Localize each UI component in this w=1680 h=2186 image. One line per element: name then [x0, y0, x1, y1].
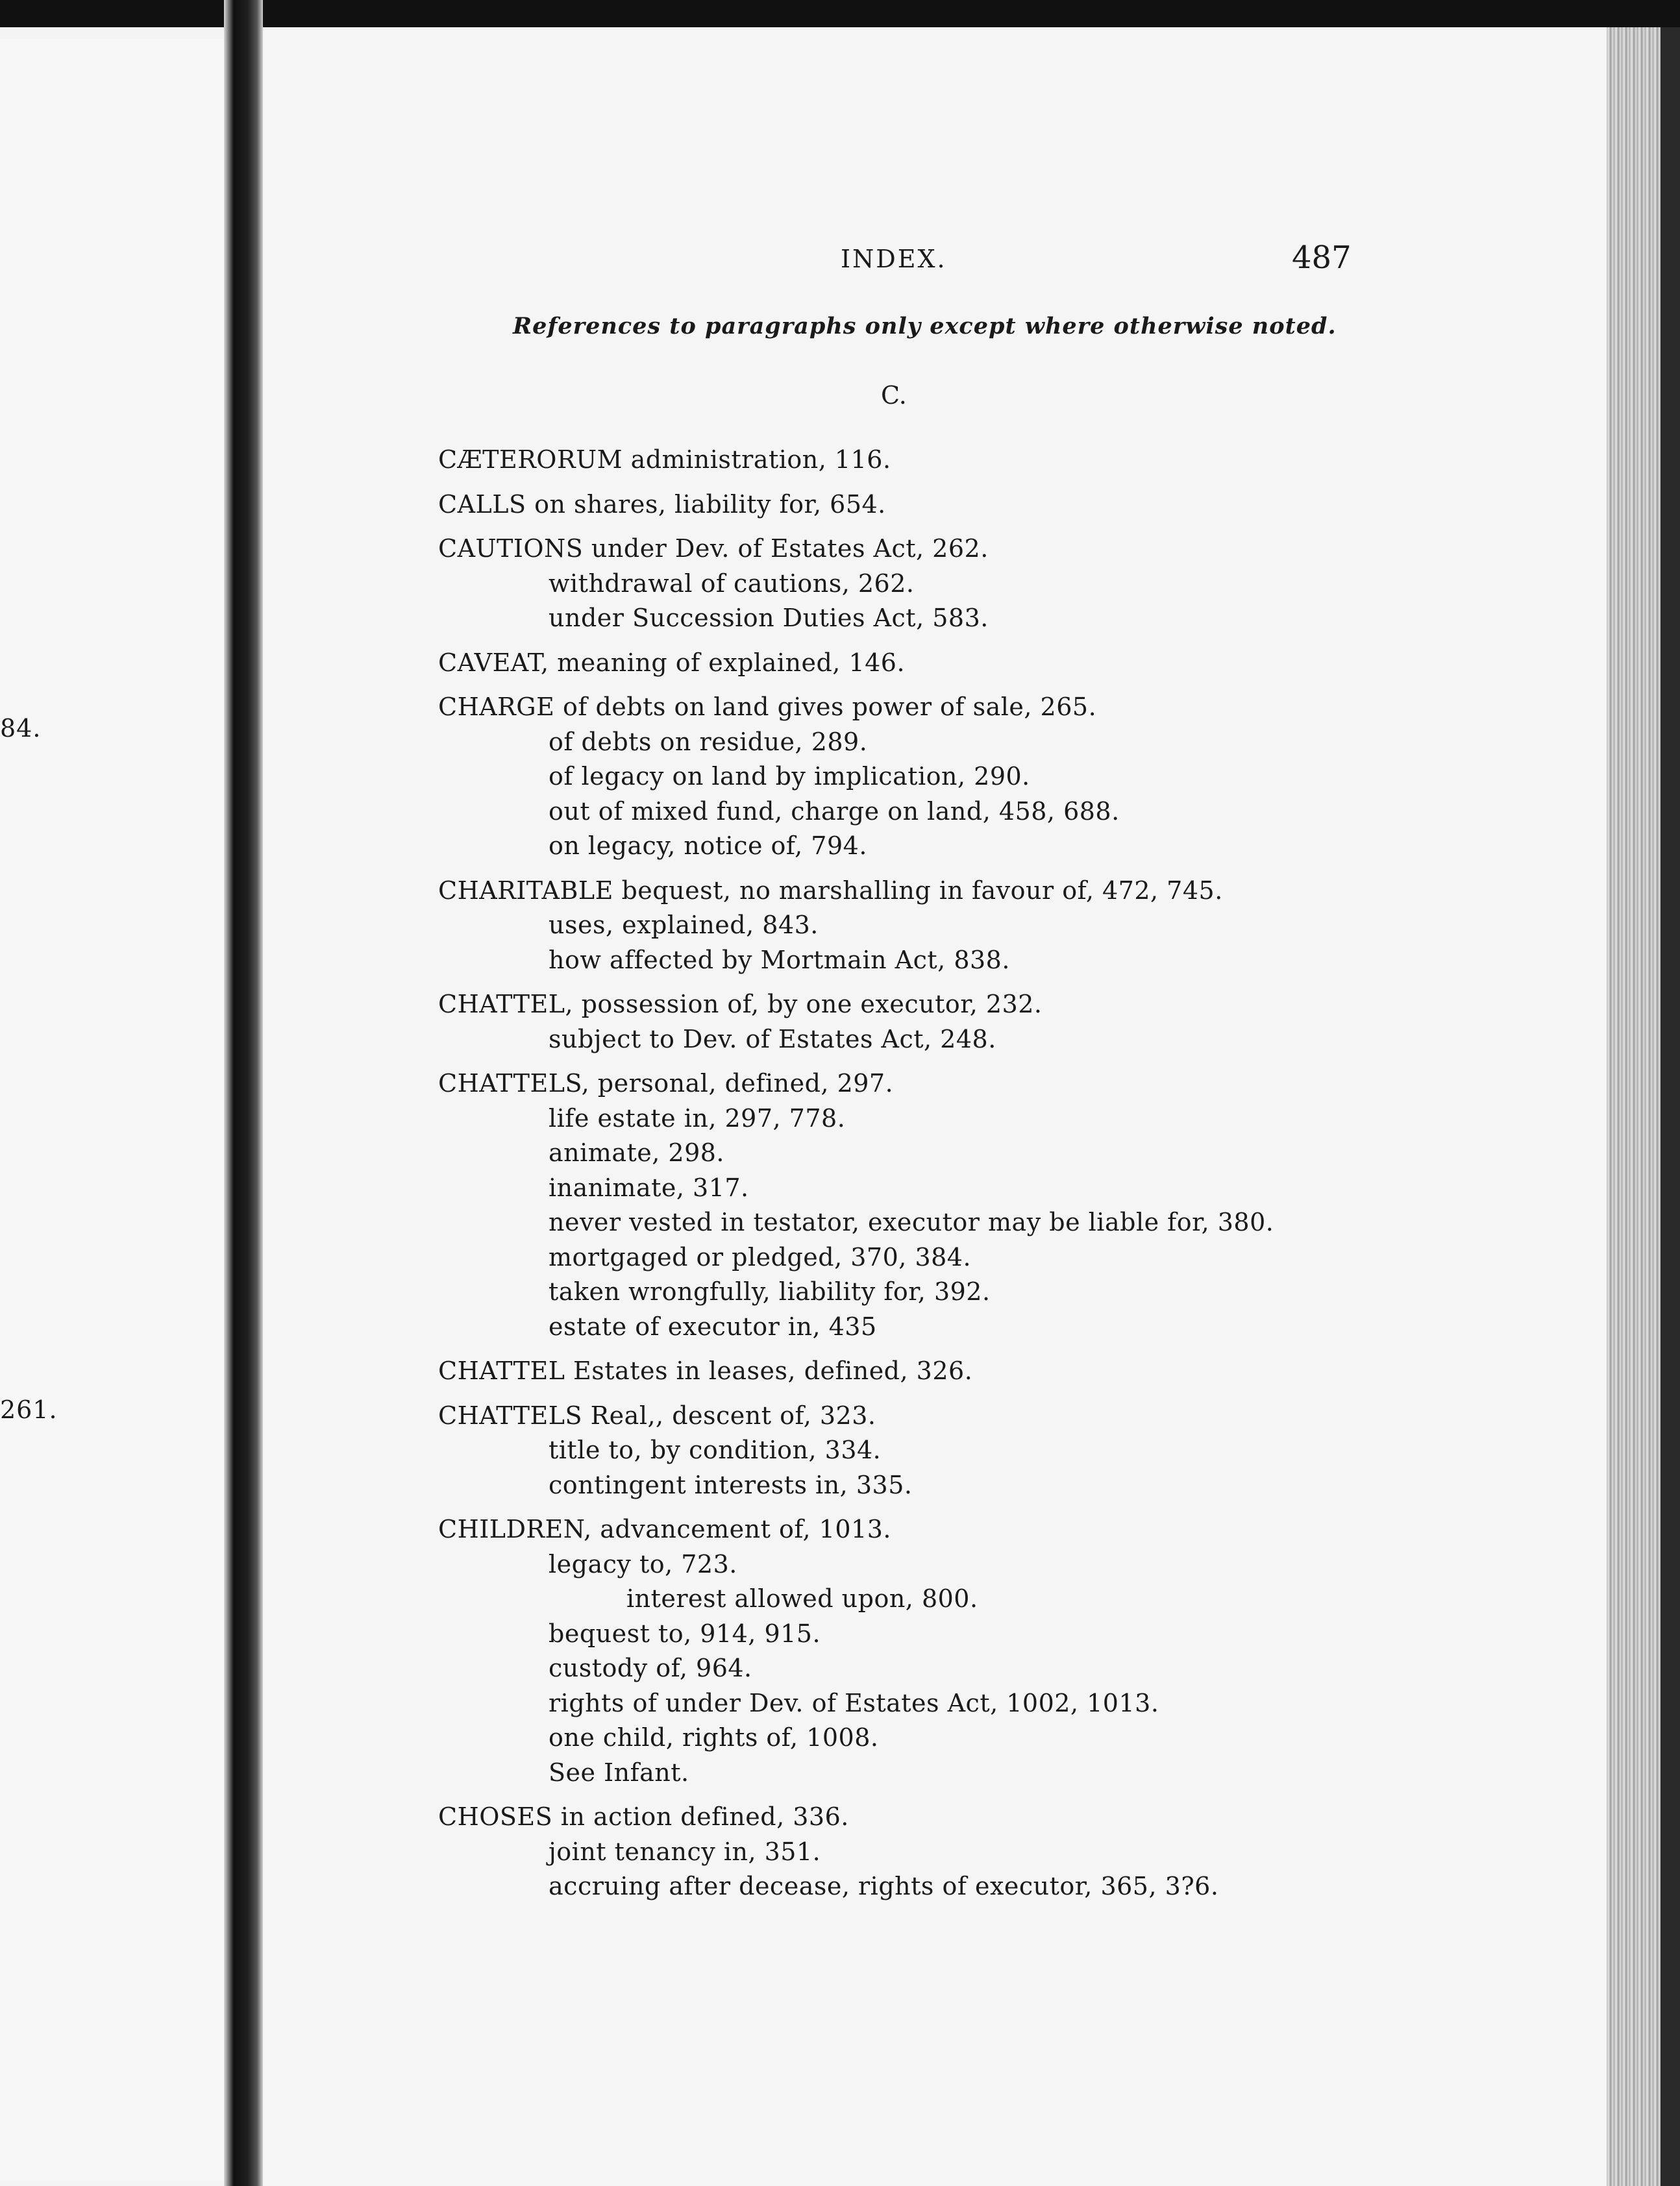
index-subentry: See Infant.: [549, 1758, 689, 1787]
index-subentry: inanimate, 317.: [549, 1173, 749, 1202]
index-subentry: under Succession Duties Act, 583.: [549, 604, 989, 632]
index-heading-term: CHATTEL: [438, 990, 565, 1018]
index-subentry: subject to Dev. of Estates Act, 248.: [549, 1024, 996, 1053]
index-entry-main-line: [438, 532, 1594, 567]
index-entry: [438, 1399, 1594, 1503]
index-heading-text: Estates in leases, defined, 326.: [565, 1357, 973, 1385]
index-entry: [438, 1354, 1594, 1389]
index-heading-term: CAVEAT: [438, 648, 541, 677]
index-subentry: accruing after decease, rights of executor, 365, 3?6.: [549, 1872, 1219, 1900]
index-entry-main-line: [438, 1512, 1594, 1547]
index-subentry: custody of, 964.: [549, 1654, 752, 1682]
index-page: [263, 27, 1607, 2186]
left-page-fragment: 84.: [0, 714, 42, 743]
index-entry-main-line: [438, 1800, 1594, 1835]
index-entry-main-line: [438, 1399, 1594, 1434]
index-heading-term: CHATTEL: [438, 1357, 565, 1385]
index-subentry: bequest to, 914, 915.: [549, 1619, 821, 1648]
index-subentry: animate, 298.: [549, 1138, 724, 1167]
index-entry: [438, 646, 1594, 681]
index-heading-text: on shares, liability for, 654.: [526, 489, 886, 519]
left-facing-page: [0, 39, 224, 2181]
index-heading-text: administration, 116.: [623, 445, 891, 474]
index-entry: [438, 987, 1594, 1057]
index-heading-text: , personal, defined, 297.: [581, 1069, 894, 1098]
index-entry-main-line: [438, 987, 1594, 1022]
index-subentry: uses, explained, 843.: [549, 911, 819, 939]
index-heading-term: CALLS: [438, 489, 526, 519]
index-heading-term: CHATTELS: [438, 1401, 582, 1430]
index-entry-main-line: [438, 1066, 1594, 1101]
left-page-fragment: 261.: [0, 1395, 58, 1424]
index-note: References to paragraphs only except where otherwise noted.: [513, 313, 1337, 339]
page-edges: [1607, 27, 1680, 2186]
index-entry: [438, 1066, 1594, 1344]
index-entry-main-line: [438, 443, 1594, 478]
index-heading-term: CHARGE: [438, 693, 555, 721]
index-heading-term: CHATTELS: [438, 1069, 582, 1098]
index-subentry: out of mixed fund, charge on land, 458, 688.: [549, 796, 1120, 826]
index-entry: [438, 487, 1594, 522]
index-heading-text: in action defined, 336.: [552, 1802, 849, 1831]
index-subentry: life estate in, 297, 778.: [549, 1103, 846, 1133]
page-number: 487: [1292, 239, 1352, 276]
book-cover-edge: [1661, 27, 1680, 2186]
index-heading-text: , possession of, by one executor, 232.: [565, 990, 1043, 1018]
index-subentry: one child, rights of, 1008.: [549, 1723, 879, 1752]
index-entry-main-line: [438, 1354, 1594, 1389]
index-subentry: of legacy on land by implication, 290.: [549, 762, 1030, 791]
index-heading-text: , meaning of explained, 146.: [540, 648, 906, 677]
index-heading-text: under Dev. of Estates Act, 262.: [583, 534, 989, 563]
index-subentry: title to, by condition, 334.: [549, 1436, 882, 1464]
index-entry-main-line: [438, 487, 1594, 522]
index-subentry: contingent interests in, 335.: [549, 1470, 913, 1499]
index-entry-main-line: [438, 646, 1594, 681]
index-entries: [438, 443, 1594, 1914]
section-letter: C.: [881, 381, 907, 410]
index-subentry: of debts on residue, 289.: [549, 727, 868, 756]
index-heading-term: CÆTERORUM: [438, 445, 623, 474]
index-subentry: estate of executor in, 435: [549, 1312, 877, 1341]
index-entry-main-line: [438, 874, 1594, 909]
index-entry: [438, 532, 1594, 636]
index-entry: [438, 1800, 1594, 1904]
index-subsubentry: interest allowed upon, 800.: [626, 1584, 978, 1613]
index-entry: [438, 1512, 1594, 1790]
index-heading-text: , advancement of, 1013.: [584, 1515, 891, 1543]
index-heading-term: CHOSES: [438, 1802, 553, 1831]
index-subentry: never vested in testator, executor may be liable for, 380.: [549, 1208, 1274, 1236]
index-entry-main-line: [438, 690, 1594, 725]
index-heading-text: bequest, no marshalling in favour of, 472, 745.: [613, 876, 1223, 905]
index-heading-term: CHILDREN: [438, 1515, 584, 1543]
index-subentry: mortgaged or pledged, 370, 384.: [549, 1242, 972, 1271]
index-subentry: withdrawal of cautions, 262.: [549, 569, 915, 598]
index-heading-text: Real,, descent of, 323.: [582, 1401, 876, 1430]
index-subentry: legacy to, 723.: [549, 1549, 737, 1578]
index-entry: [438, 874, 1594, 978]
index-entry: [438, 690, 1594, 864]
index-subentry: on legacy, notice of, 794.: [549, 831, 867, 860]
index-subentry: rights of under Dev. of Estates Act, 1002, 1013.: [549, 1688, 1159, 1717]
page-header: [263, 239, 1607, 284]
index-subentry: how affected by Mortmain Act, 838.: [549, 945, 1010, 974]
index-subentry: joint tenancy in, 351.: [549, 1837, 821, 1866]
index-heading-term: CHARITABLE: [438, 876, 613, 905]
index-subentry: taken wrongfully, liability for, 392.: [549, 1277, 991, 1306]
book-gutter: [224, 0, 263, 2186]
running-title: INDEX.: [841, 245, 947, 273]
index-heading-term: CAUTIONS: [438, 534, 584, 563]
index-heading-text: of debts on land gives power of sale, 265.: [554, 693, 1097, 721]
index-entry: [438, 443, 1594, 478]
